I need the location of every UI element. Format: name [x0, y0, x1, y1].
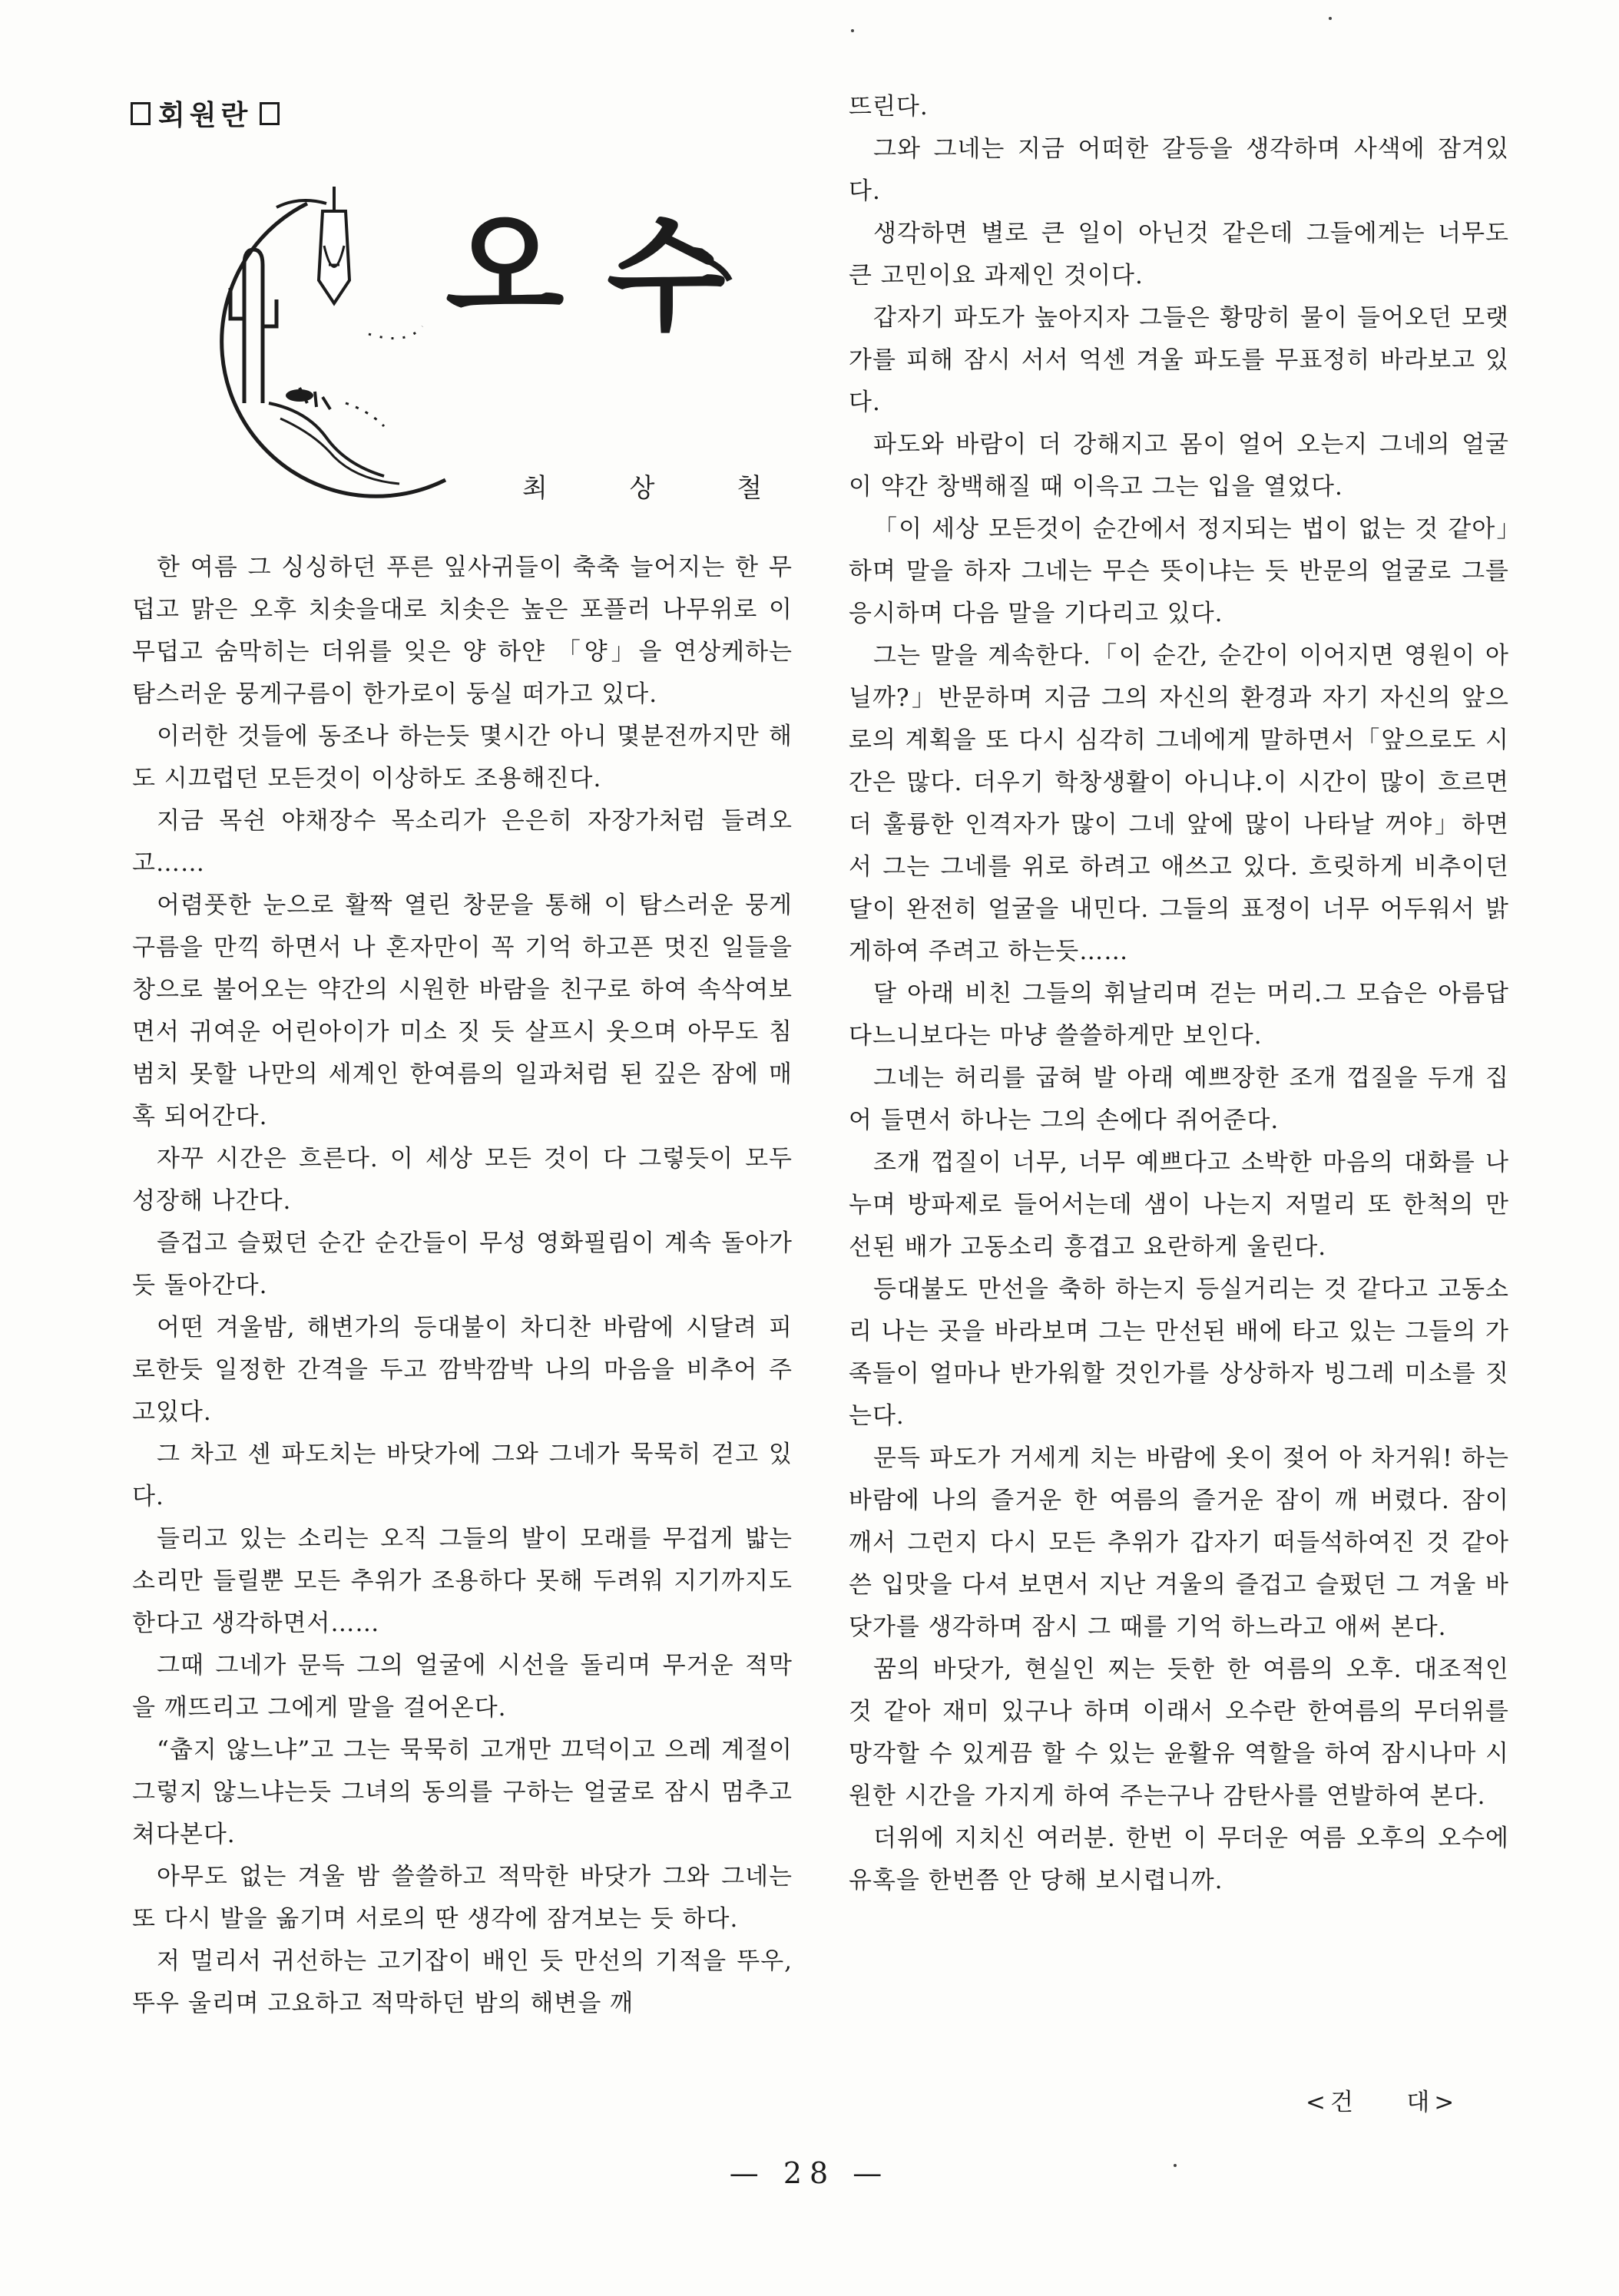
paragraph: 한 여름 그 싱싱하던 푸른 잎사귀들이 축축 늘어지는 한 무덥고 맑은 오후 치솟을대로 치솟은 높은 포플러 나무위로 이 무덥고 숨막히는 더위를 잊은 양 하얀 「양」을 연상케하는 탐스러운 뭉게구름이 한가로이 둥실 떠가고 있다.: [132, 554, 793, 708]
right-column: [849, 86, 1509, 1902]
scan-speck: [1329, 17, 1332, 20]
paragraph: 아무도 없는 겨울 밤 쓸쓸하고 적막한 바닷가 그와 그네는 또 다시 발을 옮기며 서로의 딴 생각에 잠겨보는 듯 하다.: [132, 1863, 793, 1933]
title-char-o: 오: [445, 197, 564, 340]
paragraph: 자꾸 시간은 흐른다. 이 세상 모든 것이 다 그렇듯이 모두 성장해 나간다.: [132, 1145, 793, 1215]
box-icon: [260, 102, 280, 125]
paragraph: 「이 세상 모든것이 순간에서 정지되는 법이 없는 것 같아」하며 말을 하자 그네는 무슨 뜻이냐는 듯 반문의 얼굴로 그를 응시하며 다음 말을 기다리고 있다.: [849, 515, 1509, 627]
paragraph: 등대불도 만선을 축하 하는지 등실거리는 것 같다고 고동소리 나는 곳을 바라보며 그는 만선된 배에 타고 있는 그들의 가족들이 얼마나 반가워할 것인가를 상상하자 빙그레 미소를 짓는다.: [849, 1275, 1509, 1430]
paragraph: 파도와 바람이 더 강해지고 몸이 얼어 오는지 그네의 얼굴이 약간 창백해질 때 이윽고 그는 입을 열었다.: [849, 431, 1509, 501]
paragraph: 그네는 허리를 굽혀 발 아래 예쁘장한 조개 껍질을 두개 집어 들면서 하나는 그의 손에다 쥐어준다.: [849, 1064, 1509, 1134]
scan-speck: [1174, 2164, 1177, 2167]
paragraph: 저 멀리서 귀선하는 고기잡이 배인 듯 만선의 기적을 뚜우, 뚜우 울리며 고요하고 적막하던 밤의 해변을 깨: [132, 1947, 793, 2017]
section-header: [131, 94, 280, 133]
paragraph: 어렴풋한 눈으로 활짝 열린 창문을 통해 이 탐스러운 뭉게구름을 만끽 하면서 나 혼자만이 꼭 기억 하고픈 멋진 일들을 창으로 불어오는 약간의 시원한 바람을 친구로 하여 속삭여보면서 귀여운 어린아이가 미소 짓 듯 살프시 웃으며 아무도 침범치 못할 나만의 세계인 한여름의 일과처럼 된 깊은 잠에 매혹 되어간다.: [132, 892, 793, 1130]
paragraph: 어떤 겨울밤, 해변가의 등대불이 차디찬 바람에 시달려 피로한듯 일정한 간격을 두고 깜박깜박 나의 마음을 비추어 주고있다.: [132, 1314, 793, 1426]
paragraph: 더위에 지치신 여러분. 한번 이 무더운 여름 오후의 오수에 유혹을 한번쯤 안 당해 보시렵니까.: [849, 1825, 1509, 1894]
paragraph: 생각하면 별로 큰 일이 아닌것 같은데 그들에게는 너무도 큰 고민이요 과제인 것이다.: [849, 220, 1509, 289]
paragraph: 이러한 것들에 동조나 하는듯 몇시간 아니 몇분전까지만 해도 시끄럽던 모든것이 이상하도 조용해진다.: [132, 723, 793, 792]
paragraph: 들리고 있는 소리는 오직 그들의 발이 모래를 무겁게 밟는 소리만 들릴뿐 모든 추위가 조용하다 못해 두려워 지기까지도 한다고 생각하면서……: [132, 1525, 793, 1637]
left-column: [132, 547, 793, 2025]
ground-drawing: [269, 326, 422, 484]
paragraph: 갑자기 파도가 높아지자 그들은 황망히 물이 들어오던 모랫가를 피해 잠시 서서 억센 겨울 파도를 무표정히 바라보고 있다.: [849, 304, 1509, 416]
author-name: 최 상 철: [522, 473, 800, 504]
sign-off: <건 대>: [1306, 2089, 1459, 2116]
paragraph-continuation: 뜨린다.: [849, 93, 929, 121]
box-icon: [131, 102, 151, 125]
paragraph: 지금 목쉰 야채장수 목소리가 은은히 자장가처럼 들려오고……: [132, 807, 793, 877]
paragraph: 그는 말을 계속한다.「이 순간, 순간이 이어지면 영원이 아닐까?」반문하며 지금 그의 자신의 환경과 자기 자신의 앞으로의 계획을 또 다시 심각히 그네에게 말하면서「앞으로도 시간은 많다. 더우기 학창생활이 아니냐.이 시간이 많이 흐르면 더 훌륭한 인격자가 많이 그네 앞에 많이 나타날 꺼야」하면서 그는 그네를 위로 하려고 애쓰고 있다. 흐릿하게 비추이던 달이 완전히 얼굴을 내민다. 그들의 표정이 너무 어두워서 밝게하여 주려고 하는듯……: [849, 642, 1509, 965]
paragraph: 그 차고 센 파도치는 바닷가에 그와 그네가 묵묵히 걷고 있다.: [132, 1441, 793, 1510]
paragraph: 그와 그네는 지금 어떠한 갈등을 생각하며 사색에 잠겨있다.: [849, 135, 1509, 205]
scan-speck: [851, 29, 854, 32]
paragraph: 달 아래 비친 그들의 휘날리며 걷는 머리.그 모습은 아름답다느니보다는 마냥 쓸쓸하게만 보인다.: [849, 980, 1509, 1050]
paragraph: 꿈의 바닷가, 현실인 찌는 듯한 한 여름의 오후. 대조적인 것 같아 재미 있구나 하며 이래서 오수란 한여름의 무더위를 망각할 수 있게끔 할 수 있는 윤활유 역할을 하여 잠시나마 시원한 시간을 가지게 하여 주는구나 감탄사를 연발하여 본다.: [849, 1656, 1509, 1810]
page-number: — 28 —: [729, 2156, 890, 2190]
section-label: 회원란: [158, 100, 253, 131]
paragraph: 조개 껍질이 너무, 너무 예쁘다고 소박한 마음의 대화를 나누며 방파제로 들어서는데 샘이 나는지 저멀리 또 한척의 만선된 배가 고동소리 흥겹고 요란하게 울린다.: [849, 1149, 1509, 1261]
title-illustration: [192, 173, 776, 503]
paragraph: 즐겁고 슬펐던 순간 순간들이 무성 영화필림이 계속 돌아가듯 돌아간다.: [132, 1229, 793, 1299]
paragraph: 그때 그네가 문득 그의 얼굴에 시선을 돌리며 무거운 적막을 깨뜨리고 그에게 말을 걸어온다.: [132, 1652, 793, 1722]
paragraph: “춥지 않느냐”고 그는 묵묵히 고개만 끄덕이고 으레 계절이 그렇지 않느냐는듯 그녀의 동의를 구하는 얼굴로 잠시 멈추고 쳐다본다.: [132, 1736, 793, 1848]
title-char-su: 수: [607, 204, 726, 348]
paragraph: 문득 파도가 거세게 치는 바람에 옷이 젖어 아 차거워! 하는 바람에 나의 즐거운 한 여름의 즐거운 잠이 깨 버렸다. 잠이 깨서 그런지 다시 모든 추위가 갑자기 떠들석하여진 것 같아 쓴 입맛을 다셔 보면서 지난 겨울의 즐겁고 슬펐던 그 겨울 바닷가를 생각하며 잠시 그 때를 기억 하느라고 애써 본다.: [849, 1444, 1509, 1641]
